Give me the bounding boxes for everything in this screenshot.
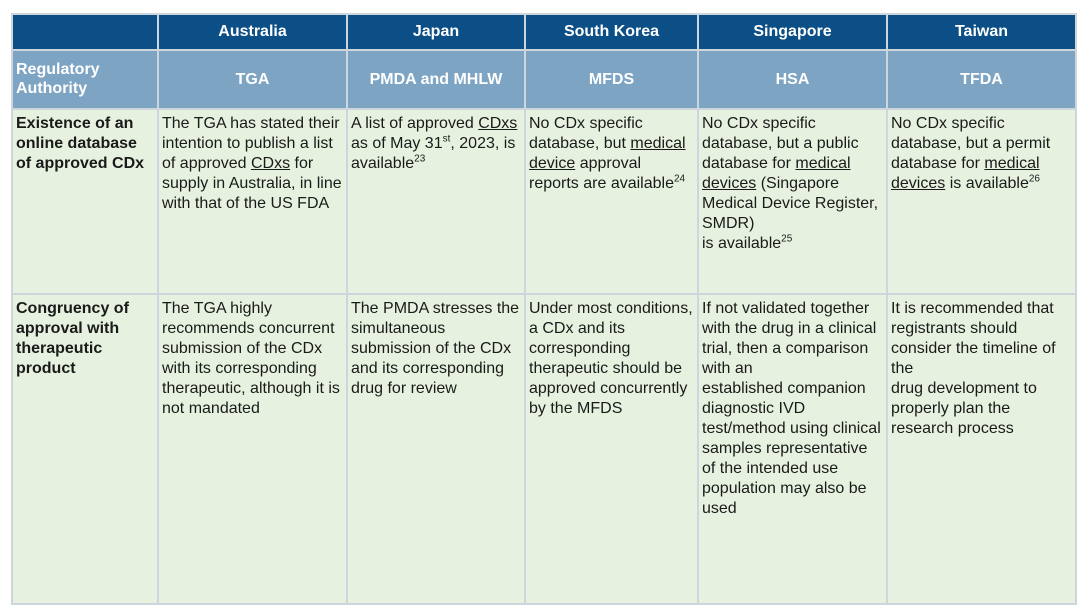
database-korea-text-b: approval reports are available: [529, 155, 674, 192]
database-row-label: Existence of an online database of approved CDx: [12, 109, 158, 294]
cdxs-link-australia[interactable]: CDxs: [250, 155, 291, 172]
congruency-japan: The PMDA stresses the simultaneous submission of the CDx and its corresponding drug for review: [347, 294, 525, 604]
congruency-singapore-text-b: established companion diagnostic IVD test/method using clinical samples representative of the intended use population may also be used: [702, 380, 881, 517]
database-japan-text-b: as of May 31: [351, 135, 443, 152]
regulatory-comparison-table: [11, 13, 1077, 605]
congruency-australia: The TGA highly recommends concurrent submission of the CDx with its corresponding therapeutic, although it is not mandated: [158, 294, 347, 604]
database-singapore-text-a: No CDx specific database, but a public database for: [702, 115, 859, 172]
authority-singapore: HSA: [698, 50, 887, 109]
congruency-taiwan-cell: [887, 294, 1076, 604]
header-taiwan: Taiwan: [887, 14, 1076, 50]
database-australia-text-b: for supply in Australia, in line with that of the US FDA: [162, 155, 342, 212]
header-japan: Japan: [347, 14, 525, 50]
database-taiwan-cell: [887, 109, 1076, 294]
authority-japan: PMDA and MHLW: [347, 50, 525, 109]
ordinal-suffix: st: [442, 133, 451, 145]
medical-devices-link-taiwan[interactable]: medical devices: [891, 155, 1040, 192]
congruency-row: [12, 294, 1076, 604]
database-japan-text-a: A list of approved: [351, 115, 479, 132]
regulatory-comparison-table-wrapper: [11, 13, 1077, 605]
header-corner-cell: [12, 14, 158, 50]
authority-taiwan: TFDA: [887, 50, 1076, 109]
header-singapore: Singapore: [698, 14, 887, 50]
database-australia-cell: [158, 109, 347, 294]
authority-row: [12, 50, 1076, 109]
congruency-south-korea: Under most conditions, a CDx and its corresponding therapeutic should be approved concurrently by the MFDS: [525, 294, 698, 604]
database-japan-text-c: , 2023, is available: [351, 135, 516, 172]
authority-row-label: Regulatory Authority: [12, 50, 158, 109]
reference-24: 24: [673, 173, 686, 185]
cdxs-link-japan[interactable]: CDxs: [478, 115, 518, 132]
database-singapore-text-c: is available: [702, 235, 782, 252]
database-korea-text-a: No CDx specific database, but: [529, 115, 643, 152]
congruency-taiwan-text-b: drug development to properly plan the research process: [891, 380, 1037, 437]
congruency-row-label: Congruency of approval with therapeutic product: [12, 294, 158, 604]
authority-australia: TGA: [158, 50, 347, 109]
authority-south-korea: MFDS: [525, 50, 698, 109]
database-singapore-text-b: (Singapore Medical Device Register, SMDR): [702, 175, 879, 232]
database-taiwan-text-a: No CDx specific database, but a permit database for: [891, 115, 1051, 172]
database-singapore-cell: [698, 109, 887, 294]
database-australia-text-a: The TGA has stated their intention to publish a list of approved: [162, 115, 340, 172]
reference-23: 23: [414, 153, 426, 165]
database-row: [12, 109, 1076, 294]
header-row: [12, 14, 1076, 50]
database-taiwan-text-b: is available: [945, 175, 1029, 192]
database-japan-cell: [347, 109, 525, 294]
reference-26: 26: [1028, 173, 1040, 185]
congruency-singapore-text-a: If not validated together with the drug in a clinical trial, then a comparison with an: [702, 300, 877, 377]
congruency-taiwan-text-a: It is recommended that registrants should consider the timeline of the: [891, 300, 1056, 377]
medical-device-link-korea[interactable]: medical device: [529, 135, 686, 172]
medical-devices-link-singapore[interactable]: medical devices: [702, 155, 851, 192]
database-korea-cell: [525, 109, 698, 294]
header-south-korea: South Korea: [525, 14, 698, 50]
header-australia: Australia: [158, 14, 347, 50]
congruency-singapore-cell: [698, 294, 887, 604]
reference-25: 25: [781, 233, 793, 245]
